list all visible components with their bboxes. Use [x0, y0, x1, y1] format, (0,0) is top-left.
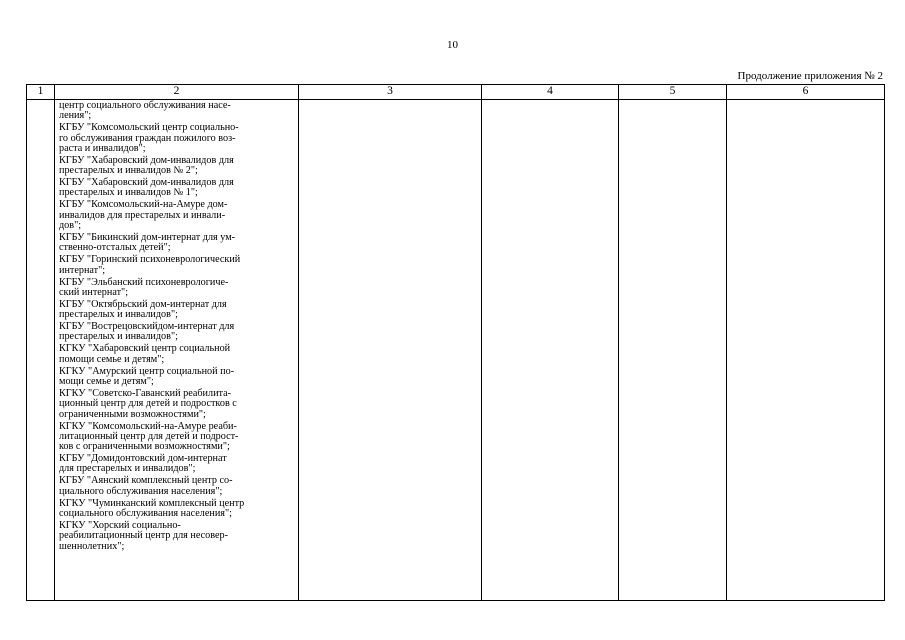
- institution-entry-line: ционный центр для детей и подростков с: [59, 398, 237, 410]
- table-row: [27, 100, 885, 601]
- institution-entry: [59, 200, 295, 233]
- institution-entry-line: раста и инвалидов";: [59, 142, 146, 154]
- institution-entry-line: ления";: [59, 110, 92, 122]
- institution-entry: [59, 422, 295, 455]
- institution-entry-line: престарелых и инвалидов";: [59, 309, 178, 321]
- institution-entry: [59, 156, 295, 178]
- institution-list: [55, 100, 298, 554]
- institution-entry: [59, 389, 295, 422]
- institution-entry-line: дов";: [59, 220, 82, 232]
- institution-entry-line: ограниченными возможностями";: [59, 408, 206, 420]
- institution-entry-line: КГКУ "Амурский центр социальной по-: [59, 365, 235, 377]
- institution-entry-line: го обслуживания граждан пожилого воз-: [59, 132, 236, 144]
- institution-entry-line: КГКУ "Советско-Гаванский реабилита-: [59, 387, 232, 399]
- column-header-4: 4: [482, 85, 619, 100]
- cell-col-1: [27, 100, 55, 601]
- institution-entry: [59, 454, 295, 476]
- table-header-row: [27, 85, 885, 100]
- institution-entry-line: КГБУ "Комсомольский-на-Амуре дом-: [59, 199, 228, 211]
- cell-col-5: [619, 100, 727, 601]
- continuation-title: Продолжение приложения № 2: [737, 70, 883, 82]
- institution-entry: [59, 476, 295, 498]
- institution-entry-line: центр социального обслуживания насе-: [59, 100, 231, 111]
- institution-entry-line: помощи семье и детям";: [59, 353, 165, 365]
- institution-entry-line: литационный центр для детей и подрост-: [59, 430, 239, 442]
- institution-entry-line: КГБУ "Хабаровский дом-инвалидов для: [59, 154, 234, 166]
- cell-col-6: [727, 100, 885, 601]
- institution-entry-line: циального обслуживания населения";: [59, 485, 223, 497]
- cell-col-4: [482, 100, 619, 601]
- institution-entry-line: КГБУ "Эльбанский психоневрологиче-: [59, 276, 229, 288]
- institution-entry-line: реабилитационный центр для несовер-: [59, 530, 229, 542]
- institution-entry: [59, 101, 295, 123]
- institution-entry: [59, 178, 295, 200]
- institution-entry-line: мощи семье и детям";: [59, 375, 154, 387]
- institution-entry: [59, 123, 295, 156]
- institution-entry: [59, 300, 295, 322]
- institution-entry-line: КГБУ "Комсомольский центр социально-: [59, 122, 239, 134]
- institution-entry-line: КГКУ "Хорский социально-: [59, 519, 181, 531]
- column-header-2: 2: [55, 85, 299, 100]
- institution-entry-line: престарелых и инвалидов";: [59, 331, 178, 343]
- institution-entry-line: престарелых и инвалидов № 1";: [59, 187, 198, 199]
- institution-entry-line: социального обслуживания населения";: [59, 507, 232, 519]
- institution-entry: [59, 499, 295, 521]
- institution-entry-line: для престарелых и инвалидов";: [59, 463, 196, 475]
- column-header-1: 1: [27, 85, 55, 100]
- cell-col-3: [299, 100, 482, 601]
- institution-entry-line: ков с ограниченными возможностями";: [59, 441, 230, 453]
- institution-entry-line: инвалидов для престарелых и инвали-: [59, 209, 226, 221]
- institution-entry: [59, 344, 295, 366]
- column-header-6: 6: [727, 85, 885, 100]
- institution-entry-line: КГБУ "Бикинский дом-интернат для ум-: [59, 232, 236, 243]
- institution-entry-line: КГБУ "Аянский комплексный центр со-: [59, 475, 233, 487]
- page-number: 10: [447, 39, 458, 51]
- institution-entry-line: КГКУ "Чуминканский комплексный центр: [59, 497, 245, 509]
- institution-entry-line: ский интернат";: [59, 286, 129, 298]
- institution-entry-line: КГБУ "Хабаровский дом-инвалидов для: [59, 177, 234, 189]
- column-header-5: 5: [619, 85, 727, 100]
- institution-entry-line: КГКУ "Комсомольский-на-Амуре реаби-: [59, 420, 237, 432]
- institution-entry: [59, 521, 295, 554]
- institution-entry: [59, 233, 295, 255]
- column-header-3: 3: [299, 85, 482, 100]
- institution-entry: [59, 278, 295, 300]
- institution-entry: [59, 322, 295, 344]
- institution-entry-line: КГБУ "Горинский психоневрологический: [59, 254, 241, 266]
- institution-entry-line: шеннолетних";: [59, 540, 125, 552]
- institution-entry: [59, 255, 295, 277]
- institution-entry-line: ственно-отсталых детей";: [59, 242, 171, 254]
- institution-entry-line: КГБУ "Октябрьский дом-интернат для: [59, 298, 227, 310]
- cell-col-2: [55, 100, 299, 601]
- institution-entry-line: КГБУ "Вострецовскийдом-интернат для: [59, 321, 235, 333]
- institution-entry-line: интернат";: [59, 264, 106, 276]
- institution-entry-line: престарелых и инвалидов № 2";: [59, 165, 198, 177]
- institution-entry: [59, 367, 295, 389]
- institution-entry-line: КГБУ "Домидонтовский дом-интернат: [59, 453, 227, 465]
- institution-entry-line: КГКУ "Хабаровский центр социальной: [59, 343, 231, 355]
- appendix-table: [26, 84, 885, 601]
